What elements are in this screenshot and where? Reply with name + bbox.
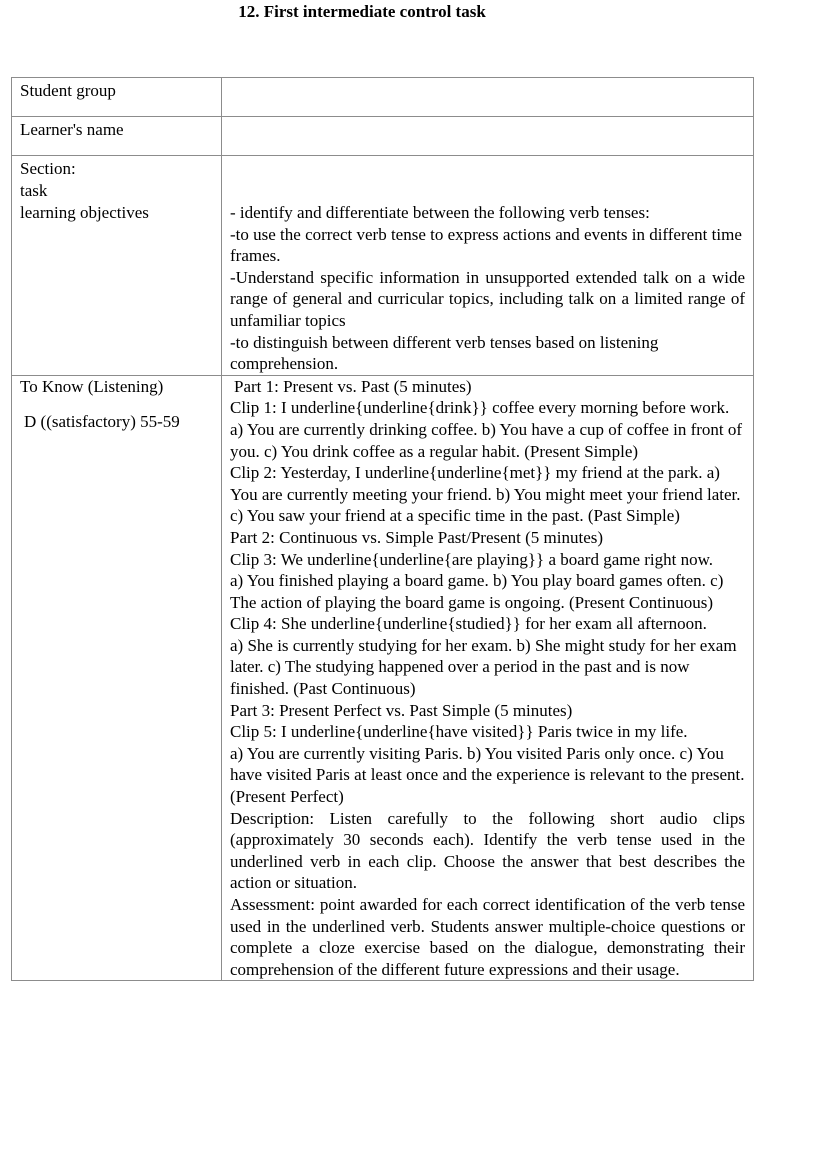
page-title: 12. First intermediate control task: [238, 2, 486, 21]
part-heading: Part 2: Continuous vs. Simple Past/Present (5 minutes): [230, 527, 604, 547]
clip-options: a) She is currently studying for her exam. b) She might study for her exam later. c) The studying happened over a period in the past and is now finished. (Past Continuous): [230, 635, 737, 699]
to-know-label-cell: [12, 375, 222, 981]
objective-item: - identify and differentiate between the following verb tenses:: [230, 203, 650, 222]
objective-item: -to use the correct verb tense to express actions and events in different time frames.: [230, 224, 742, 266]
section-label-cell: [12, 156, 222, 203]
objective-item: -to distinguish between different verb tenses based on listening comprehension.: [230, 332, 659, 374]
clip-item: Clip 2: Yesterday, I underline{underline{met}} my friend at the park. a) You are currently meeting your friend. b) You might meet your friend later. c) You saw your friend at a specific time in the past. (Past Simple): [230, 463, 741, 526]
objective-item: -Understand specific information in unsupported extended talk on a wide range of general and curricular topics, including talk on a limited range of unfamiliar topics: [230, 267, 745, 330]
objectives-label: learning objectives: [12, 202, 222, 375]
student-group-label: Student group: [12, 78, 222, 117]
to-know-label: To Know (Listening): [20, 376, 164, 396]
grade-label: D ((satisfactory) 55-59: [24, 412, 180, 432]
to-know-content-cell: [222, 375, 754, 981]
table-row-learner-name: [12, 117, 754, 156]
clip-item: Clip 3: We underline{underline{are playing}} a board game right now.: [230, 549, 714, 569]
clip-options: a) You finished playing a board game. b) You play board games often. c) The action of playing the board game is ongoing. (Present Continuous): [230, 571, 724, 612]
table-row-section: [12, 156, 754, 203]
table-row-objectives: [12, 202, 754, 375]
student-group-value: [222, 78, 754, 117]
objectives-cell: [222, 202, 754, 375]
clip-options: a) You are currently drinking coffee. b) You have a cup of coffee in front of you. c) You drink coffee as a regular habit. (Present Simple): [230, 419, 743, 461]
clip-options: a) You are currently visiting Paris. b) You visited Paris only once. c) You have visited Paris at least once and the experience is relevant to the present. (Present Perfect): [230, 743, 745, 807]
clip-item: Clip 4: She underline{underline{studied}} for her exam all afternoon.: [230, 614, 707, 634]
table-row-student-group: [12, 78, 754, 117]
assessment-text: Assessment: point awarded for each correct identification of the verb tense used in the underlined verb. Students answer multiple-choice questions or complete a cloze exercise based on the dialogue, demonstrating their comprehension of the different future expressions and their usage.: [230, 895, 745, 979]
clip-item: Clip 5: I underline{underline{have visited}} Paris twice in my life.: [230, 722, 688, 742]
part-heading: Part 3: Present Perfect vs. Past Simple (5 minutes): [230, 700, 573, 720]
section-label: Section:: [20, 159, 76, 178]
learner-name-label: Learner's name: [12, 117, 222, 156]
section-task-label: task: [20, 181, 48, 200]
learner-name-value: [222, 117, 754, 156]
description-text: Description: Listen carefully to the following short audio clips (approximately 30 seconds each). Identify the verb tense used in the underlined verb in each clip. Choose the answer that best describes the action or situation.: [230, 808, 745, 893]
part-heading: Part 1: Present vs. Past (5 minutes): [234, 376, 472, 396]
control-task-table: [11, 77, 754, 981]
clip-item: Clip 1: I underline{underline{drink}} coffee every morning before work.: [230, 398, 730, 418]
section-value: [222, 156, 754, 203]
table-row-to-know: [12, 375, 754, 981]
